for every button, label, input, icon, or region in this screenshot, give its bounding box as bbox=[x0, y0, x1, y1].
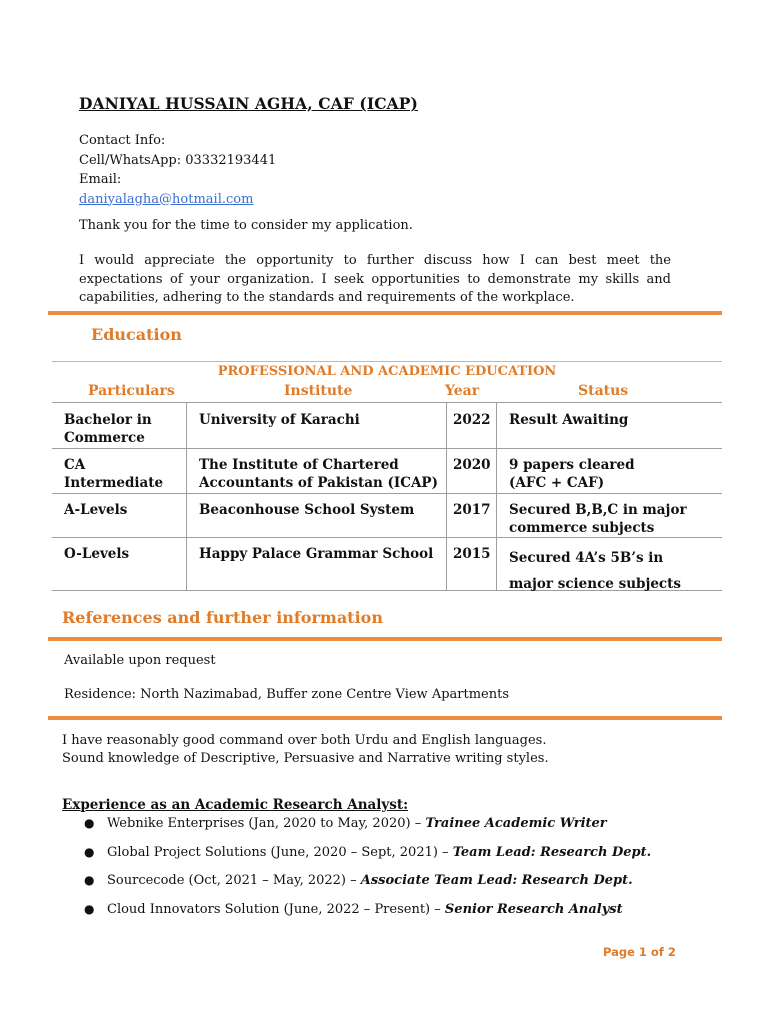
contact-email-label: Email: bbox=[79, 172, 122, 187]
page-number: Page 1 of 2 bbox=[603, 945, 676, 959]
references-availability: Available upon request bbox=[64, 653, 216, 668]
edu-row-1-status: Result Awaiting bbox=[509, 412, 629, 428]
edu-row-1-institute: University of Karachi bbox=[199, 412, 360, 428]
edu-row-1-particular: Bachelor in Commerce bbox=[64, 412, 152, 446]
experience-role: Senior Research Analyst bbox=[444, 901, 623, 917]
candidate-name: DANIYAL HUSSAIN AGHA, CAF (ICAP) bbox=[79, 94, 418, 113]
email-link[interactable]: daniyalagha@hotmail.com bbox=[79, 191, 254, 207]
skills-block bbox=[62, 732, 549, 768]
edu-row-2-status: 9 papers cleared (AFC + CAF) bbox=[509, 457, 635, 491]
residence-text: Residence: North Nazimabad, Buffer zone Centre View Apartments bbox=[64, 687, 510, 702]
list-item bbox=[84, 902, 651, 931]
table-column-divider bbox=[446, 402, 447, 590]
objective-paragraph: I would appreciate the opportunity to further discuss how I can best meet the expectations of your organization. I seek opportunities to demonstrate my skills and capabilities, adhering to the standards and requirements of the workplace. bbox=[79, 253, 671, 305]
col-header-institute: Institute bbox=[284, 383, 353, 399]
section-divider bbox=[48, 311, 722, 315]
bullet-icon: ● bbox=[84, 873, 95, 887]
table-column-divider bbox=[496, 402, 497, 590]
section-divider bbox=[48, 637, 722, 641]
experience-heading: Experience as an Academic Research Analyst: bbox=[62, 797, 409, 813]
edu-row-3-institute: Beaconhouse School System bbox=[199, 502, 415, 518]
bullet-icon: ● bbox=[84, 844, 95, 859]
col-header-status: Status bbox=[578, 383, 629, 399]
contact-label: Contact Info: bbox=[79, 133, 166, 148]
edu-row-4-particular: O-Levels bbox=[64, 546, 130, 562]
list-item bbox=[84, 845, 651, 874]
table-rule bbox=[52, 448, 722, 449]
education-table-caption: PROFESSIONAL AND ACADEMIC EDUCATION bbox=[52, 361, 722, 382]
experience-org: Sourcecode (Oct, 2021 – May, 2022) – bbox=[107, 873, 361, 888]
contact-phone: Cell/WhatsApp: 03332193441 bbox=[79, 152, 277, 168]
experience-org: Cloud Innovators Solution (June, 2022 – Present) – bbox=[107, 901, 445, 917]
contact-block bbox=[79, 131, 276, 209]
experience-org: Global Project Solutions (June, 2020 – Sept, 2021) – bbox=[107, 844, 453, 860]
table-rule bbox=[52, 537, 722, 538]
edu-row-4-institute: Happy Palace Grammar School bbox=[199, 546, 434, 562]
col-header-year: Year bbox=[445, 383, 480, 399]
edu-row-3-status: Secured B,B,C in major commerce subjects bbox=[509, 502, 687, 536]
experience-org: Webnike Enterprises (Jan, 2020 to May, 2020) – bbox=[107, 816, 426, 831]
table-rule bbox=[52, 402, 722, 403]
edu-row-4-year: 2015 bbox=[453, 546, 491, 562]
experience-role: Associate Team Lead: Research Dept. bbox=[360, 873, 633, 888]
bullet-icon: ● bbox=[84, 901, 95, 916]
education-heading: Education bbox=[91, 325, 182, 344]
edu-row-4-status: Secured 4A’s 5B’s in major science subjects bbox=[509, 550, 681, 592]
list-item bbox=[84, 873, 651, 902]
table-column-divider bbox=[186, 402, 187, 590]
section-divider bbox=[48, 716, 722, 720]
references-heading: References and further information bbox=[62, 608, 383, 627]
col-header-particulars: Particulars bbox=[88, 383, 175, 399]
languages-text: I have reasonably good command over both Urdu and English languages. bbox=[62, 733, 547, 748]
writing-styles-text: Sound knowledge of Descriptive, Persuasive and Narrative writing styles. bbox=[62, 751, 549, 766]
edu-row-3-particular: A-Levels bbox=[64, 502, 128, 518]
edu-row-3-year: 2017 bbox=[453, 502, 491, 518]
experience-list bbox=[84, 816, 651, 930]
experience-role: Trainee Academic Writer bbox=[425, 816, 607, 831]
bullet-icon: ● bbox=[84, 816, 95, 830]
edu-row-2-particular: CA Intermediate bbox=[64, 457, 164, 491]
table-rule bbox=[52, 493, 722, 494]
edu-row-1-year: 2022 bbox=[453, 412, 491, 428]
edu-row-2-institute: The Institute of Chartered Accountants of Pakistan (ICAP) bbox=[199, 457, 438, 491]
list-item bbox=[84, 816, 651, 845]
edu-row-2-year: 2020 bbox=[453, 457, 491, 473]
thanks-text: Thank you for the time to consider my application. bbox=[79, 218, 413, 233]
experience-role: Team Lead: Research Dept. bbox=[452, 844, 652, 860]
